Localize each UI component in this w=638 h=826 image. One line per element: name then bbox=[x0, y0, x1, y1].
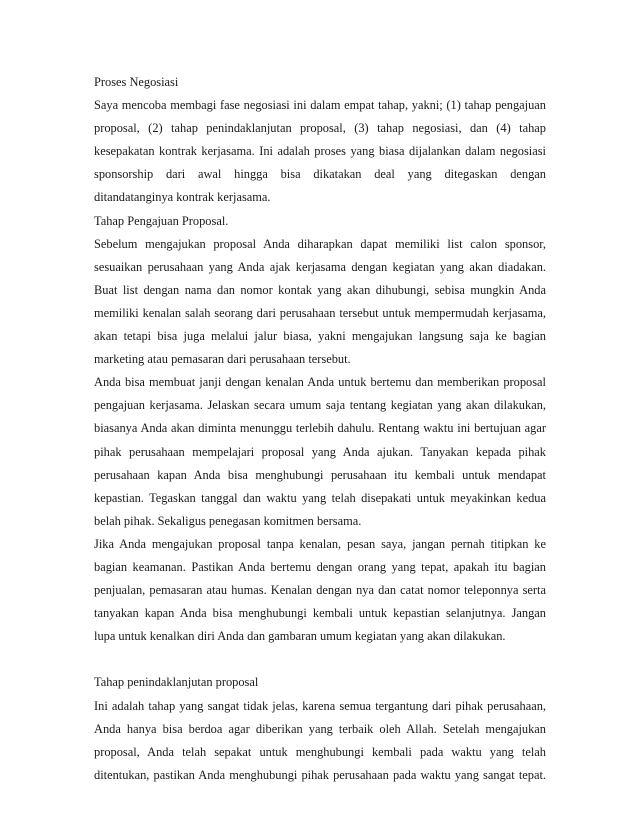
text-line: penjualan, pemasaran atau humas. Kenalan dengan nya dan catat nomor teleponnya serta bbox=[94, 583, 546, 598]
text-line: Tahap penindaklanjutan proposal bbox=[94, 675, 259, 690]
text-line: marketing atau pemasaran dari perusahaan tersebut. bbox=[94, 352, 351, 367]
text-line: Proses Negosiasi bbox=[94, 75, 179, 89]
text-line: Saya mencoba membagi fase negosiasi ini dalam empat tahap, yakni; (1) tahap pengajuan bbox=[94, 98, 546, 113]
text-line: pengajuan kerjasama. Jelaskan secara umum saja tentang kegiatan yang akan dilakukan, bbox=[94, 398, 546, 413]
document-body bbox=[94, 71, 546, 787]
text-line: tanyakan kapan Anda bisa menghubungi kembali untuk kepastian selanjutnya. Jangan bbox=[94, 606, 546, 621]
text-line: perusahaan kapan Anda bisa menghubungi perusahaan itu kembali untuk mendapat bbox=[94, 467, 546, 482]
text-line: memiliki kenalan salah seorang dari perusahaan tersebut untuk mempermudah kerjasama, bbox=[94, 305, 546, 320]
text-line: ditentukan, pastikan Anda menghubungi pihak perusahaan pada waktu yang sangat tepat. bbox=[94, 767, 546, 782]
text-line: kepastian. Tegaskan tanggal dan waktu yang telah disepakati untuk meyakinkan kedua bbox=[94, 490, 546, 505]
text-line: belah pihak. Sekaligus penegasan komitmen bersama. bbox=[94, 513, 362, 528]
text-line: Tahap Pengajuan Proposal. bbox=[94, 213, 229, 228]
text-line: kesepakatan kontrak kerjasama. Ini adalah proses yang biasa dijalankan dalam negosiasi bbox=[94, 144, 546, 159]
text-line: bagian keamanan. Pastikan Anda bertemu dengan orang yang tepat, apakah itu bagian bbox=[94, 559, 546, 574]
text-line: pihak perusahaan mempelajari proposal yang Anda ajukan. Tanyakan kepada pihak bbox=[94, 444, 546, 459]
text-line: ditandatanginya kontrak kerjasama. bbox=[94, 190, 271, 205]
text-line: akan tetapi bisa juga melalui jalur biasa, yakni mengajukan langsung saja ke bagian bbox=[94, 329, 546, 344]
text-line: Buat list dengan nama dan nomor kontak yang akan dihubungi, sebisa mungkin Anda bbox=[94, 282, 546, 297]
text-line: lupa untuk kenalkan diri Anda dan gambaran umum kegiatan yang akan dilakukan. bbox=[94, 629, 506, 644]
text-line: Ini adalah tahap yang sangat tidak jelas, karena semua tergantung dari pihak perusahaan, bbox=[94, 698, 546, 713]
text-line: proposal, (2) tahap penindaklanjutan proposal, (3) tahap negosiasi, dan (4) tahap bbox=[94, 121, 546, 136]
text-line: biasanya Anda akan diminta menunggu terlebih dahulu. Rentang waktu ini bertujuan agar bbox=[94, 421, 546, 436]
text-line: sesuaikan perusahaan yang Anda ajak kerjasama dengan kegiatan yang akan diadakan. bbox=[94, 259, 546, 274]
text-line: proposal, Anda telah sepakat untuk menghubungi kembali pada waktu yang telah bbox=[94, 744, 546, 759]
text-line: Anda hanya bisa berdoa agar diberikan yang terbaik oleh Allah. Setelah mengajukan bbox=[94, 721, 546, 736]
text-line: Anda bisa membuat janji dengan kenalan Anda untuk bertemu dan memberikan proposal bbox=[94, 375, 546, 390]
text-line: Sebelum mengajukan proposal Anda diharapkan dapat memiliki list calon sponsor, bbox=[94, 236, 546, 251]
text-line: sponsorship dari awal hingga bisa dikatakan deal yang ditegaskan dengan bbox=[94, 167, 546, 182]
text-line: Jika Anda mengajukan proposal tanpa kenalan, pesan saya, jangan pernah titipkan ke bbox=[94, 536, 546, 551]
blank-line bbox=[94, 648, 546, 671]
